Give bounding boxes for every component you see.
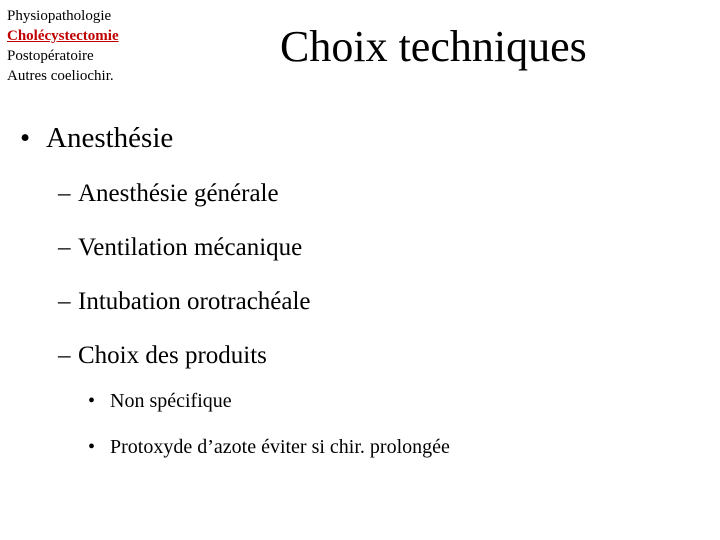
- sub-item: [58, 228, 710, 268]
- nav-item-autres-coeliochir[interactable]: Autres coeliochir.: [7, 68, 114, 84]
- sub-item-label: Anesthésie générale: [78, 180, 279, 207]
- sub-item: [58, 282, 710, 322]
- sub-item-label: Intubation orotrachéale: [78, 288, 311, 315]
- dash-marker: –: [58, 288, 71, 315]
- dash-marker: –: [58, 342, 71, 369]
- nav-item-physiopathologie[interactable]: Physiopathologie: [7, 8, 112, 24]
- sub-item: [58, 336, 710, 376]
- slide-title: Choix techniques: [280, 22, 587, 71]
- bullet-heading: Anesthésie: [46, 122, 174, 154]
- sub-sub-item-label: Non spécifique: [110, 390, 232, 412]
- slide-content: [20, 116, 710, 478]
- nav-item-postoperatoire[interactable]: Postopératoire: [7, 48, 94, 64]
- bullet-item: [20, 116, 710, 160]
- sub-list: [20, 174, 710, 376]
- bullet-marker: •: [88, 436, 96, 458]
- sub-sub-item: [88, 432, 710, 462]
- sub-item-label: Ventilation mécanique: [78, 234, 303, 261]
- sub-item: [58, 174, 710, 214]
- dash-marker: –: [58, 234, 71, 261]
- nav-item-cholecystectomie[interactable]: Cholécystectomie: [7, 28, 119, 44]
- bullet-marker: •: [88, 390, 96, 412]
- sub-sub-item-label: Protoxyde d’azote éviter si chir. prolongée: [110, 436, 450, 458]
- section-nav: [7, 6, 119, 86]
- sub-item-label: Choix des produits: [78, 342, 267, 369]
- dash-marker: –: [58, 180, 71, 207]
- sub-sub-item: [88, 386, 710, 416]
- bullet-marker: •: [20, 122, 31, 154]
- sub-sub-list: [20, 386, 710, 462]
